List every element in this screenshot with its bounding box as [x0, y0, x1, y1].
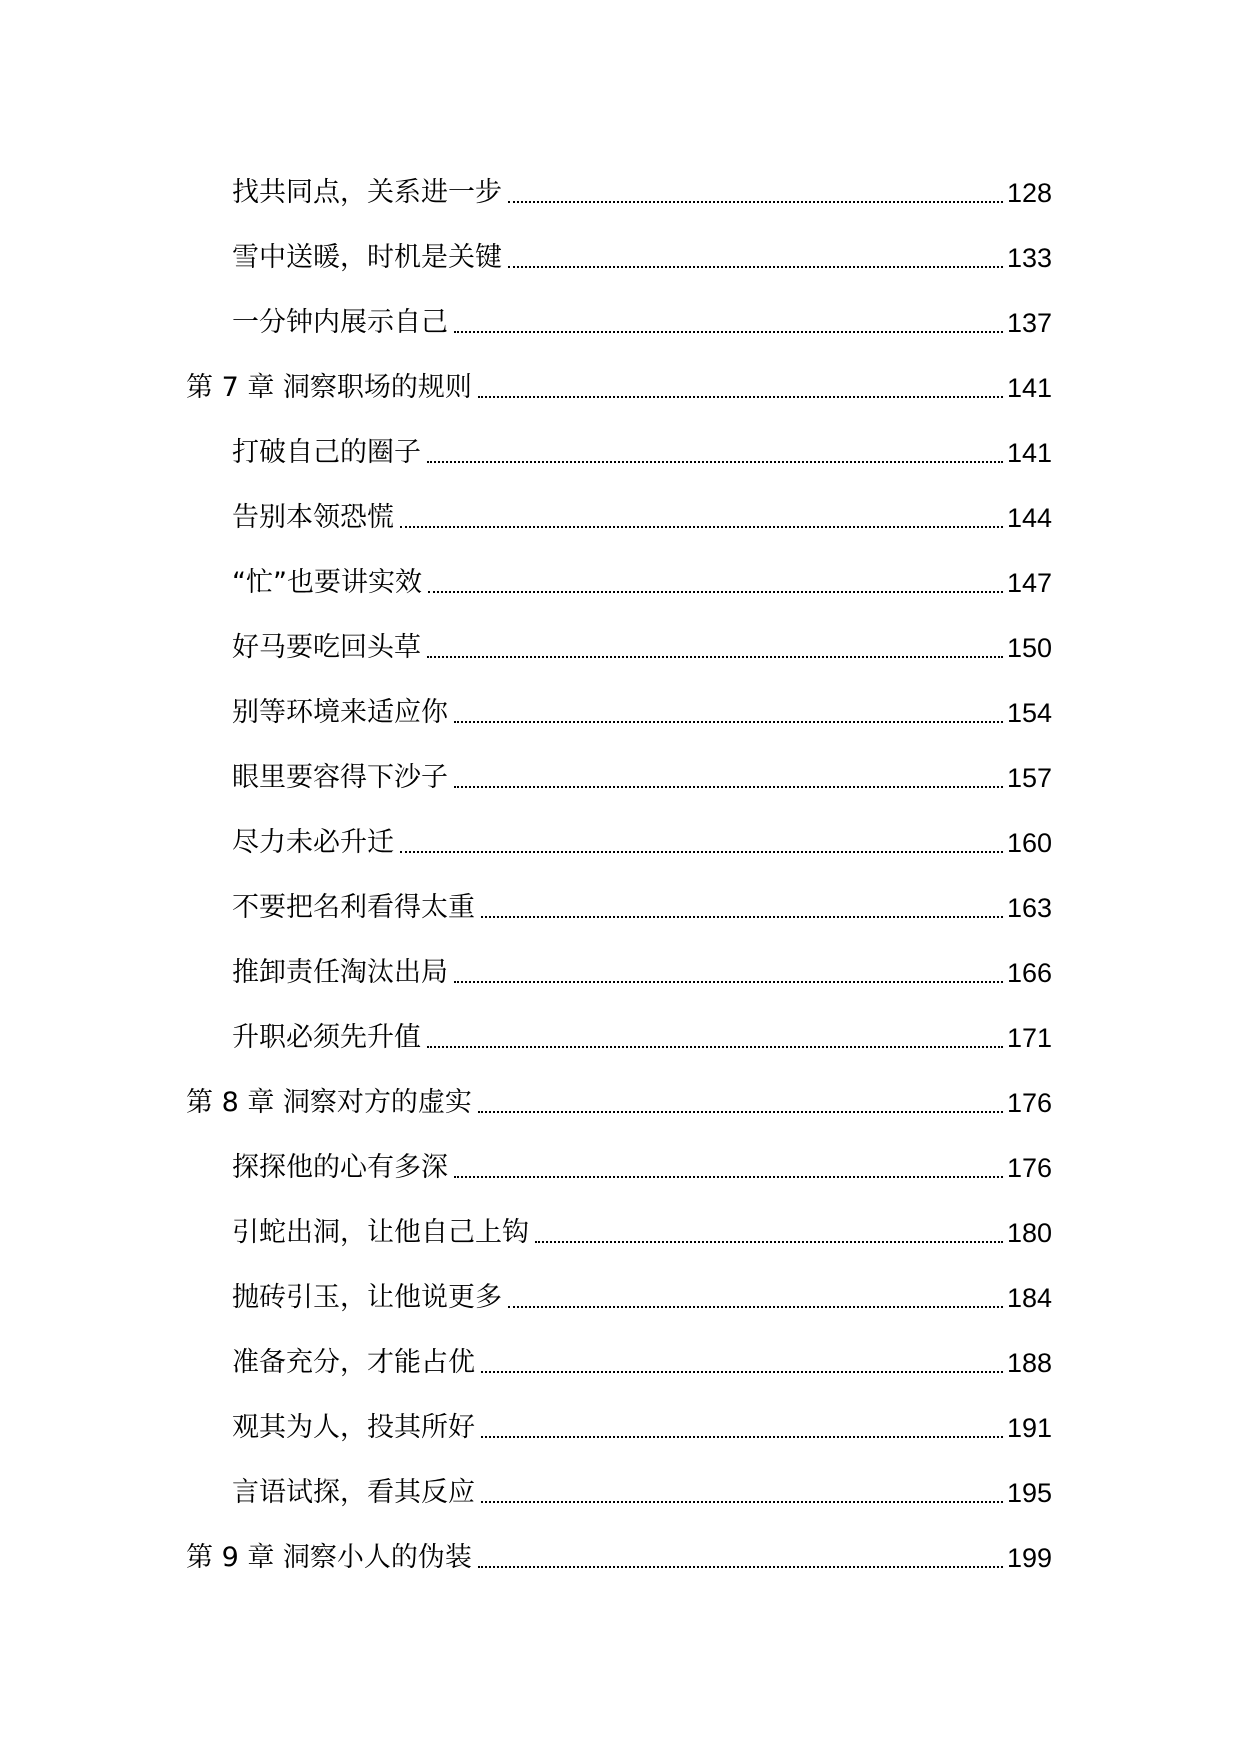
toc-page-number: 188	[1006, 1348, 1052, 1378]
toc-dot-leader	[454, 786, 1003, 788]
toc-chapter-entry[interactable]	[0, 1516, 1052, 1581]
toc-entry[interactable]	[0, 736, 1052, 801]
toc-entry-title: 找共同点，关系进一步	[232, 177, 502, 208]
toc-entry[interactable]	[0, 411, 1052, 476]
toc-page-number: 128	[1006, 178, 1052, 208]
toc-entry[interactable]	[0, 866, 1052, 931]
toc-page-number: 176	[1006, 1153, 1052, 1183]
toc-entry-title: 准备充分，才能占优	[232, 1347, 475, 1378]
toc-dot-leader	[454, 331, 1003, 333]
toc-entry[interactable]	[0, 1191, 1052, 1256]
toc-entry[interactable]	[0, 1386, 1052, 1451]
toc-entry[interactable]	[0, 1321, 1052, 1386]
toc-entry-title: 雪中送暖，时机是关键	[232, 242, 502, 273]
toc-dot-leader	[427, 656, 1003, 658]
table-of-contents	[0, 151, 1241, 1581]
toc-entry[interactable]	[0, 606, 1052, 671]
toc-dot-leader	[481, 1436, 1003, 1438]
toc-page-number: 150	[1006, 633, 1052, 663]
toc-chapter-entry[interactable]	[0, 1061, 1052, 1126]
toc-entry[interactable]	[0, 1256, 1052, 1321]
toc-page-number: 160	[1006, 828, 1052, 858]
toc-entry-title: 眼里要容得下沙子	[232, 762, 448, 793]
toc-page-number: 180	[1006, 1218, 1052, 1248]
toc-dot-leader	[478, 1111, 1003, 1113]
toc-page-number: 166	[1006, 958, 1052, 988]
toc-chapter-title: 第 7 章 洞察职场的规则	[186, 372, 472, 403]
toc-entry[interactable]	[0, 216, 1052, 281]
toc-entry[interactable]	[0, 1126, 1052, 1191]
toc-dot-leader	[428, 591, 1003, 593]
toc-dot-leader	[400, 851, 1003, 853]
toc-page-number: 171	[1006, 1023, 1052, 1053]
toc-dot-leader	[481, 1371, 1003, 1373]
toc-dot-leader	[427, 1046, 1003, 1048]
toc-page-number: 141	[1006, 438, 1052, 468]
toc-dot-leader	[427, 461, 1003, 463]
toc-chapter-title: 第 9 章 洞察小人的伪装	[186, 1542, 472, 1573]
toc-entry-title: 一分钟内展示自己	[232, 307, 448, 338]
toc-dot-leader	[508, 1306, 1003, 1308]
toc-entry[interactable]	[0, 931, 1052, 996]
toc-page-number: 199	[1006, 1543, 1052, 1573]
toc-entry-title: 升职必须先升值	[232, 1022, 421, 1053]
toc-dot-leader	[454, 981, 1003, 983]
toc-dot-leader	[454, 1176, 1003, 1178]
toc-chapter-entry[interactable]	[0, 346, 1052, 411]
toc-chapter-title: 第 8 章 洞察对方的虚实	[186, 1087, 472, 1118]
toc-page-number: 133	[1006, 243, 1052, 273]
toc-dot-leader	[478, 396, 1003, 398]
toc-entry[interactable]	[0, 151, 1052, 216]
toc-page-number: 195	[1006, 1478, 1052, 1508]
toc-page-number: 184	[1006, 1283, 1052, 1313]
toc-page-number: 176	[1006, 1088, 1052, 1118]
toc-dot-leader	[481, 916, 1003, 918]
toc-dot-leader	[535, 1241, 1003, 1243]
toc-page-number: 191	[1006, 1413, 1052, 1443]
toc-page-number: 137	[1006, 308, 1052, 338]
toc-entry-title: 抛砖引玉，让他说更多	[232, 1282, 502, 1313]
toc-entry[interactable]	[0, 801, 1052, 866]
toc-entry-title: 推卸责任淘汰出局	[232, 957, 448, 988]
toc-entry-title: 不要把名利看得太重	[232, 892, 475, 923]
toc-entry-title: 探探他的心有多深	[232, 1152, 448, 1183]
toc-page-number: 154	[1006, 698, 1052, 728]
toc-entry-title: 引蛇出洞，让他自己上钩	[232, 1217, 529, 1248]
toc-page-number: 141	[1006, 373, 1052, 403]
toc-page-number: 144	[1006, 503, 1052, 533]
toc-dot-leader	[481, 1501, 1003, 1503]
toc-entry[interactable]	[0, 476, 1052, 541]
toc-entry[interactable]	[0, 996, 1052, 1061]
toc-dot-leader	[400, 526, 1003, 528]
toc-entry-title: 好马要吃回头草	[232, 632, 421, 663]
toc-entry[interactable]	[0, 671, 1052, 736]
toc-dot-leader	[478, 1566, 1003, 1568]
toc-page-number: 157	[1006, 763, 1052, 793]
toc-entry-title: 打破自己的圈子	[232, 437, 421, 468]
toc-entry[interactable]	[0, 541, 1052, 606]
toc-entry-title: “忙”也要讲实效	[232, 567, 422, 598]
toc-page-number: 163	[1006, 893, 1052, 923]
toc-entry[interactable]	[0, 1451, 1052, 1516]
toc-dot-leader	[508, 201, 1003, 203]
toc-dot-leader	[508, 266, 1003, 268]
toc-entry-title: 观其为人，投其所好	[232, 1412, 475, 1443]
toc-page-number: 147	[1006, 568, 1052, 598]
toc-entry-title: 尽力未必升迁	[232, 827, 394, 858]
toc-entry-title: 言语试探，看其反应	[232, 1477, 475, 1508]
toc-entry-title: 别等环境来适应你	[232, 697, 448, 728]
toc-entry[interactable]	[0, 281, 1052, 346]
toc-dot-leader	[454, 721, 1003, 723]
toc-entry-title: 告别本领恐慌	[232, 502, 394, 533]
